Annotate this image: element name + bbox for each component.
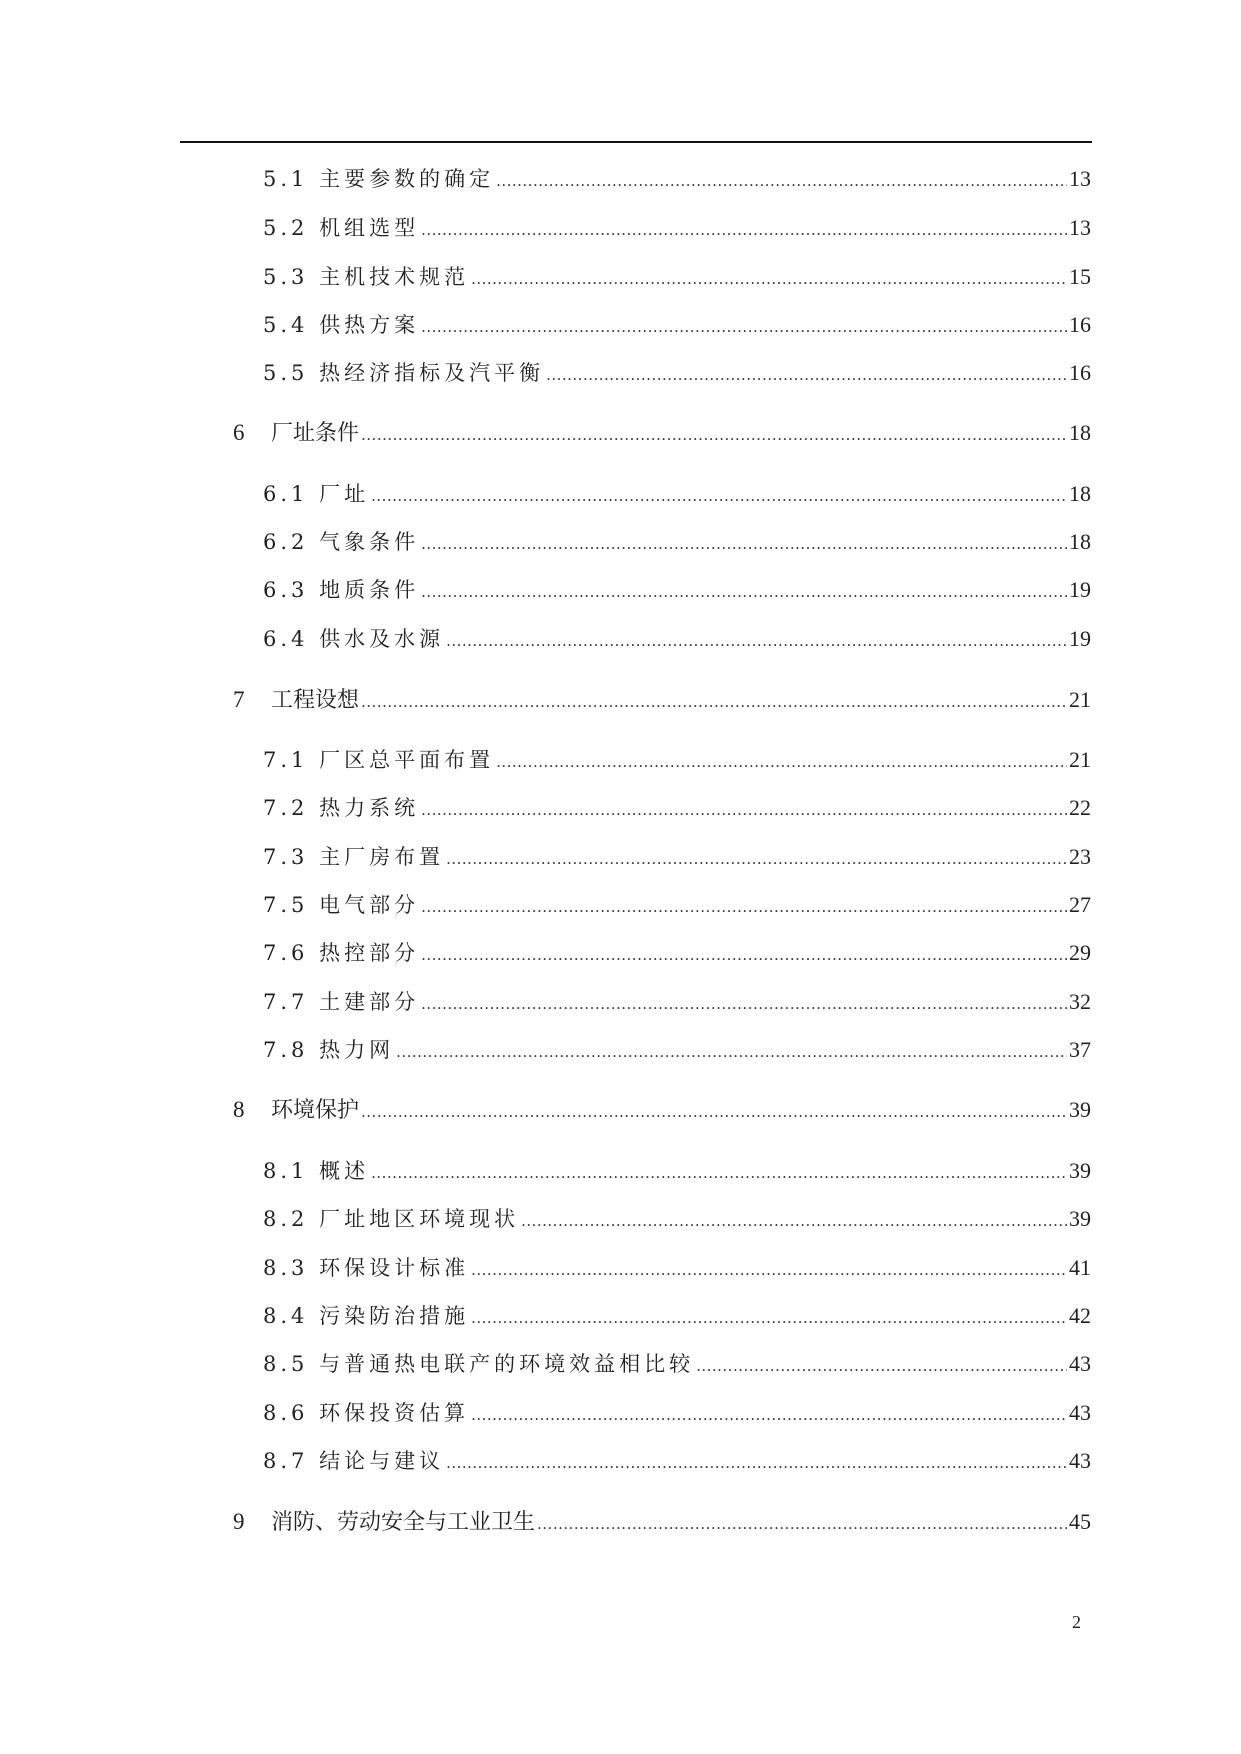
toc-entry-page: 43 bbox=[1069, 1351, 1091, 1376]
toc-entry[interactable] bbox=[263, 526, 1091, 556]
toc-entry-label: 7.7 土建部分 bbox=[263, 990, 420, 1014]
toc-entry-page: 43 bbox=[1069, 1448, 1091, 1473]
toc-entry-label: 6.1 厂址 bbox=[263, 482, 370, 506]
toc-entry[interactable] bbox=[263, 261, 1091, 291]
page-number: 2 bbox=[1072, 1612, 1081, 1632]
toc-entry-label: 6.3 地质条件 bbox=[263, 578, 420, 602]
chapter-number: 7 bbox=[233, 687, 245, 712]
toc-entry-page: 21 bbox=[1069, 747, 1091, 772]
dot-leader bbox=[421, 535, 1067, 553]
toc-entry[interactable] bbox=[263, 937, 1091, 967]
dot-leader bbox=[496, 172, 1067, 190]
toc-entry-label: 7.5 电气部分 bbox=[263, 893, 420, 917]
toc-entry-page: 43 bbox=[1069, 1400, 1091, 1425]
toc-entry-page: 18 bbox=[1069, 420, 1091, 445]
dot-leader bbox=[361, 693, 1067, 711]
toc-entry-page: 39 bbox=[1069, 1097, 1091, 1122]
toc-entry-page: 13 bbox=[1069, 166, 1091, 191]
toc-entry-page: 16 bbox=[1069, 360, 1091, 385]
toc-entry[interactable] bbox=[263, 357, 1091, 387]
toc-chapter[interactable] bbox=[233, 683, 1091, 714]
chapter-number: 9 bbox=[233, 1509, 245, 1534]
toc-entry[interactable] bbox=[263, 1203, 1091, 1233]
toc-chapter[interactable] bbox=[233, 416, 1091, 447]
dot-leader bbox=[546, 366, 1067, 384]
toc-entry[interactable] bbox=[263, 792, 1091, 822]
toc-entry[interactable] bbox=[263, 744, 1091, 774]
toc-entry-page: 18 bbox=[1069, 529, 1091, 554]
toc-entry[interactable] bbox=[263, 986, 1091, 1016]
toc-entry-page: 45 bbox=[1069, 1509, 1091, 1534]
dot-leader bbox=[696, 1357, 1067, 1375]
chapter-title: 厂址条件 bbox=[271, 421, 360, 446]
toc-entry[interactable] bbox=[263, 478, 1091, 508]
toc-entry-page: 42 bbox=[1069, 1303, 1091, 1328]
toc-entry-label: 7.2 热力系统 bbox=[263, 796, 420, 820]
dot-leader bbox=[537, 1515, 1067, 1533]
chapter-number: 8 bbox=[233, 1097, 245, 1122]
dot-leader bbox=[421, 801, 1067, 819]
toc-entry-label: 6.2 气象条件 bbox=[263, 530, 420, 554]
toc-entry-label: 5.5 热经济指标及汽平衡 bbox=[263, 361, 545, 385]
toc-entry-page: 19 bbox=[1069, 577, 1091, 602]
toc-entry-label: 7.8 热力网 bbox=[263, 1038, 395, 1062]
toc-entry-label: 8.2 厂址地区环境现状 bbox=[263, 1207, 520, 1231]
toc-entry-page: 21 bbox=[1069, 687, 1091, 712]
toc-entry-label: 6.4 供水及水源 bbox=[263, 627, 445, 651]
toc-entry-page: 29 bbox=[1069, 940, 1091, 965]
toc-entry[interactable] bbox=[263, 163, 1091, 193]
toc-entry[interactable] bbox=[263, 1445, 1091, 1475]
dot-leader bbox=[446, 850, 1067, 868]
toc-entry-page: 39 bbox=[1069, 1206, 1091, 1231]
toc-entry-label: 8.3 环保设计标准 bbox=[263, 1256, 470, 1280]
toc-entry[interactable] bbox=[263, 889, 1091, 919]
toc-entry[interactable] bbox=[263, 574, 1091, 604]
toc-entry[interactable] bbox=[263, 841, 1091, 871]
chapter-title: 环境保护 bbox=[271, 1098, 360, 1123]
toc-entry-page: 39 bbox=[1069, 1158, 1091, 1183]
dot-leader bbox=[496, 753, 1067, 771]
toc-entry-label: 7.6 热控部分 bbox=[263, 941, 420, 965]
toc-entry-label: 7.1 厂区总平面布置 bbox=[263, 748, 495, 772]
toc-entry-label: 7.3 主厂房布置 bbox=[263, 845, 445, 869]
toc-entry-page: 41 bbox=[1069, 1255, 1091, 1280]
dot-leader bbox=[396, 1043, 1067, 1061]
chapter-title: 消防、劳动安全与工业卫生 bbox=[271, 1510, 536, 1535]
dot-leader bbox=[421, 995, 1067, 1013]
toc-entry-label: 8.7 结论与建议 bbox=[263, 1449, 445, 1473]
dot-leader bbox=[421, 898, 1067, 916]
toc-entry-page: 18 bbox=[1069, 481, 1091, 506]
dot-leader bbox=[371, 1164, 1067, 1182]
toc-entry-page: 16 bbox=[1069, 312, 1091, 337]
toc-entry[interactable] bbox=[263, 1348, 1091, 1378]
dot-leader bbox=[471, 270, 1067, 288]
chapter-title: 工程设想 bbox=[271, 688, 360, 713]
toc-entry-label: 5.2 机组选型 bbox=[263, 216, 420, 240]
toc-entry[interactable] bbox=[263, 1397, 1091, 1427]
toc-entry-label: 5.3 主机技术规范 bbox=[263, 265, 470, 289]
toc-entry[interactable] bbox=[263, 1155, 1091, 1185]
dot-leader bbox=[371, 487, 1067, 505]
dot-leader bbox=[521, 1212, 1067, 1230]
toc-entry-label: 5.1 主要参数的确定 bbox=[263, 167, 495, 191]
toc-entry-page: 37 bbox=[1069, 1037, 1091, 1062]
dot-leader bbox=[421, 583, 1067, 601]
toc-entry-label: 8.6 环保投资估算 bbox=[263, 1401, 470, 1425]
dot-leader bbox=[471, 1406, 1067, 1424]
toc-entry[interactable] bbox=[263, 623, 1091, 653]
dot-leader bbox=[471, 1309, 1067, 1327]
toc-entry-page: 15 bbox=[1069, 264, 1091, 289]
toc-entry-label: 8.1 概述 bbox=[263, 1159, 370, 1183]
toc-entry-label: 8.4 污染防治措施 bbox=[263, 1304, 470, 1328]
dot-leader bbox=[361, 426, 1067, 444]
toc-entry-page: 19 bbox=[1069, 626, 1091, 651]
toc-entry-page: 27 bbox=[1069, 892, 1091, 917]
chapter-number: 6 bbox=[233, 420, 245, 445]
toc-entry-page: 23 bbox=[1069, 844, 1091, 869]
toc-entry-page: 22 bbox=[1069, 795, 1091, 820]
dot-leader bbox=[361, 1103, 1067, 1121]
dot-leader bbox=[421, 946, 1067, 964]
toc-entry-page: 13 bbox=[1069, 215, 1091, 240]
dot-leader bbox=[446, 632, 1067, 650]
dot-leader bbox=[471, 1261, 1067, 1279]
toc-entry-label: 8.5 与普通热电联产的环境效益相比较 bbox=[263, 1352, 695, 1376]
dot-leader bbox=[421, 318, 1067, 336]
toc-entry[interactable] bbox=[263, 1300, 1091, 1330]
toc-entry-page: 32 bbox=[1069, 989, 1091, 1014]
toc-chapter[interactable] bbox=[233, 1093, 1091, 1124]
toc-entry-label: 5.4 供热方案 bbox=[263, 313, 420, 337]
toc-entry[interactable] bbox=[263, 1252, 1091, 1282]
dot-leader bbox=[446, 1454, 1067, 1472]
toc-entry[interactable] bbox=[263, 309, 1091, 339]
dot-leader bbox=[421, 221, 1067, 239]
toc-entry[interactable] bbox=[263, 212, 1091, 242]
toc-entry[interactable] bbox=[263, 1034, 1091, 1064]
toc-chapter[interactable] bbox=[233, 1505, 1091, 1536]
